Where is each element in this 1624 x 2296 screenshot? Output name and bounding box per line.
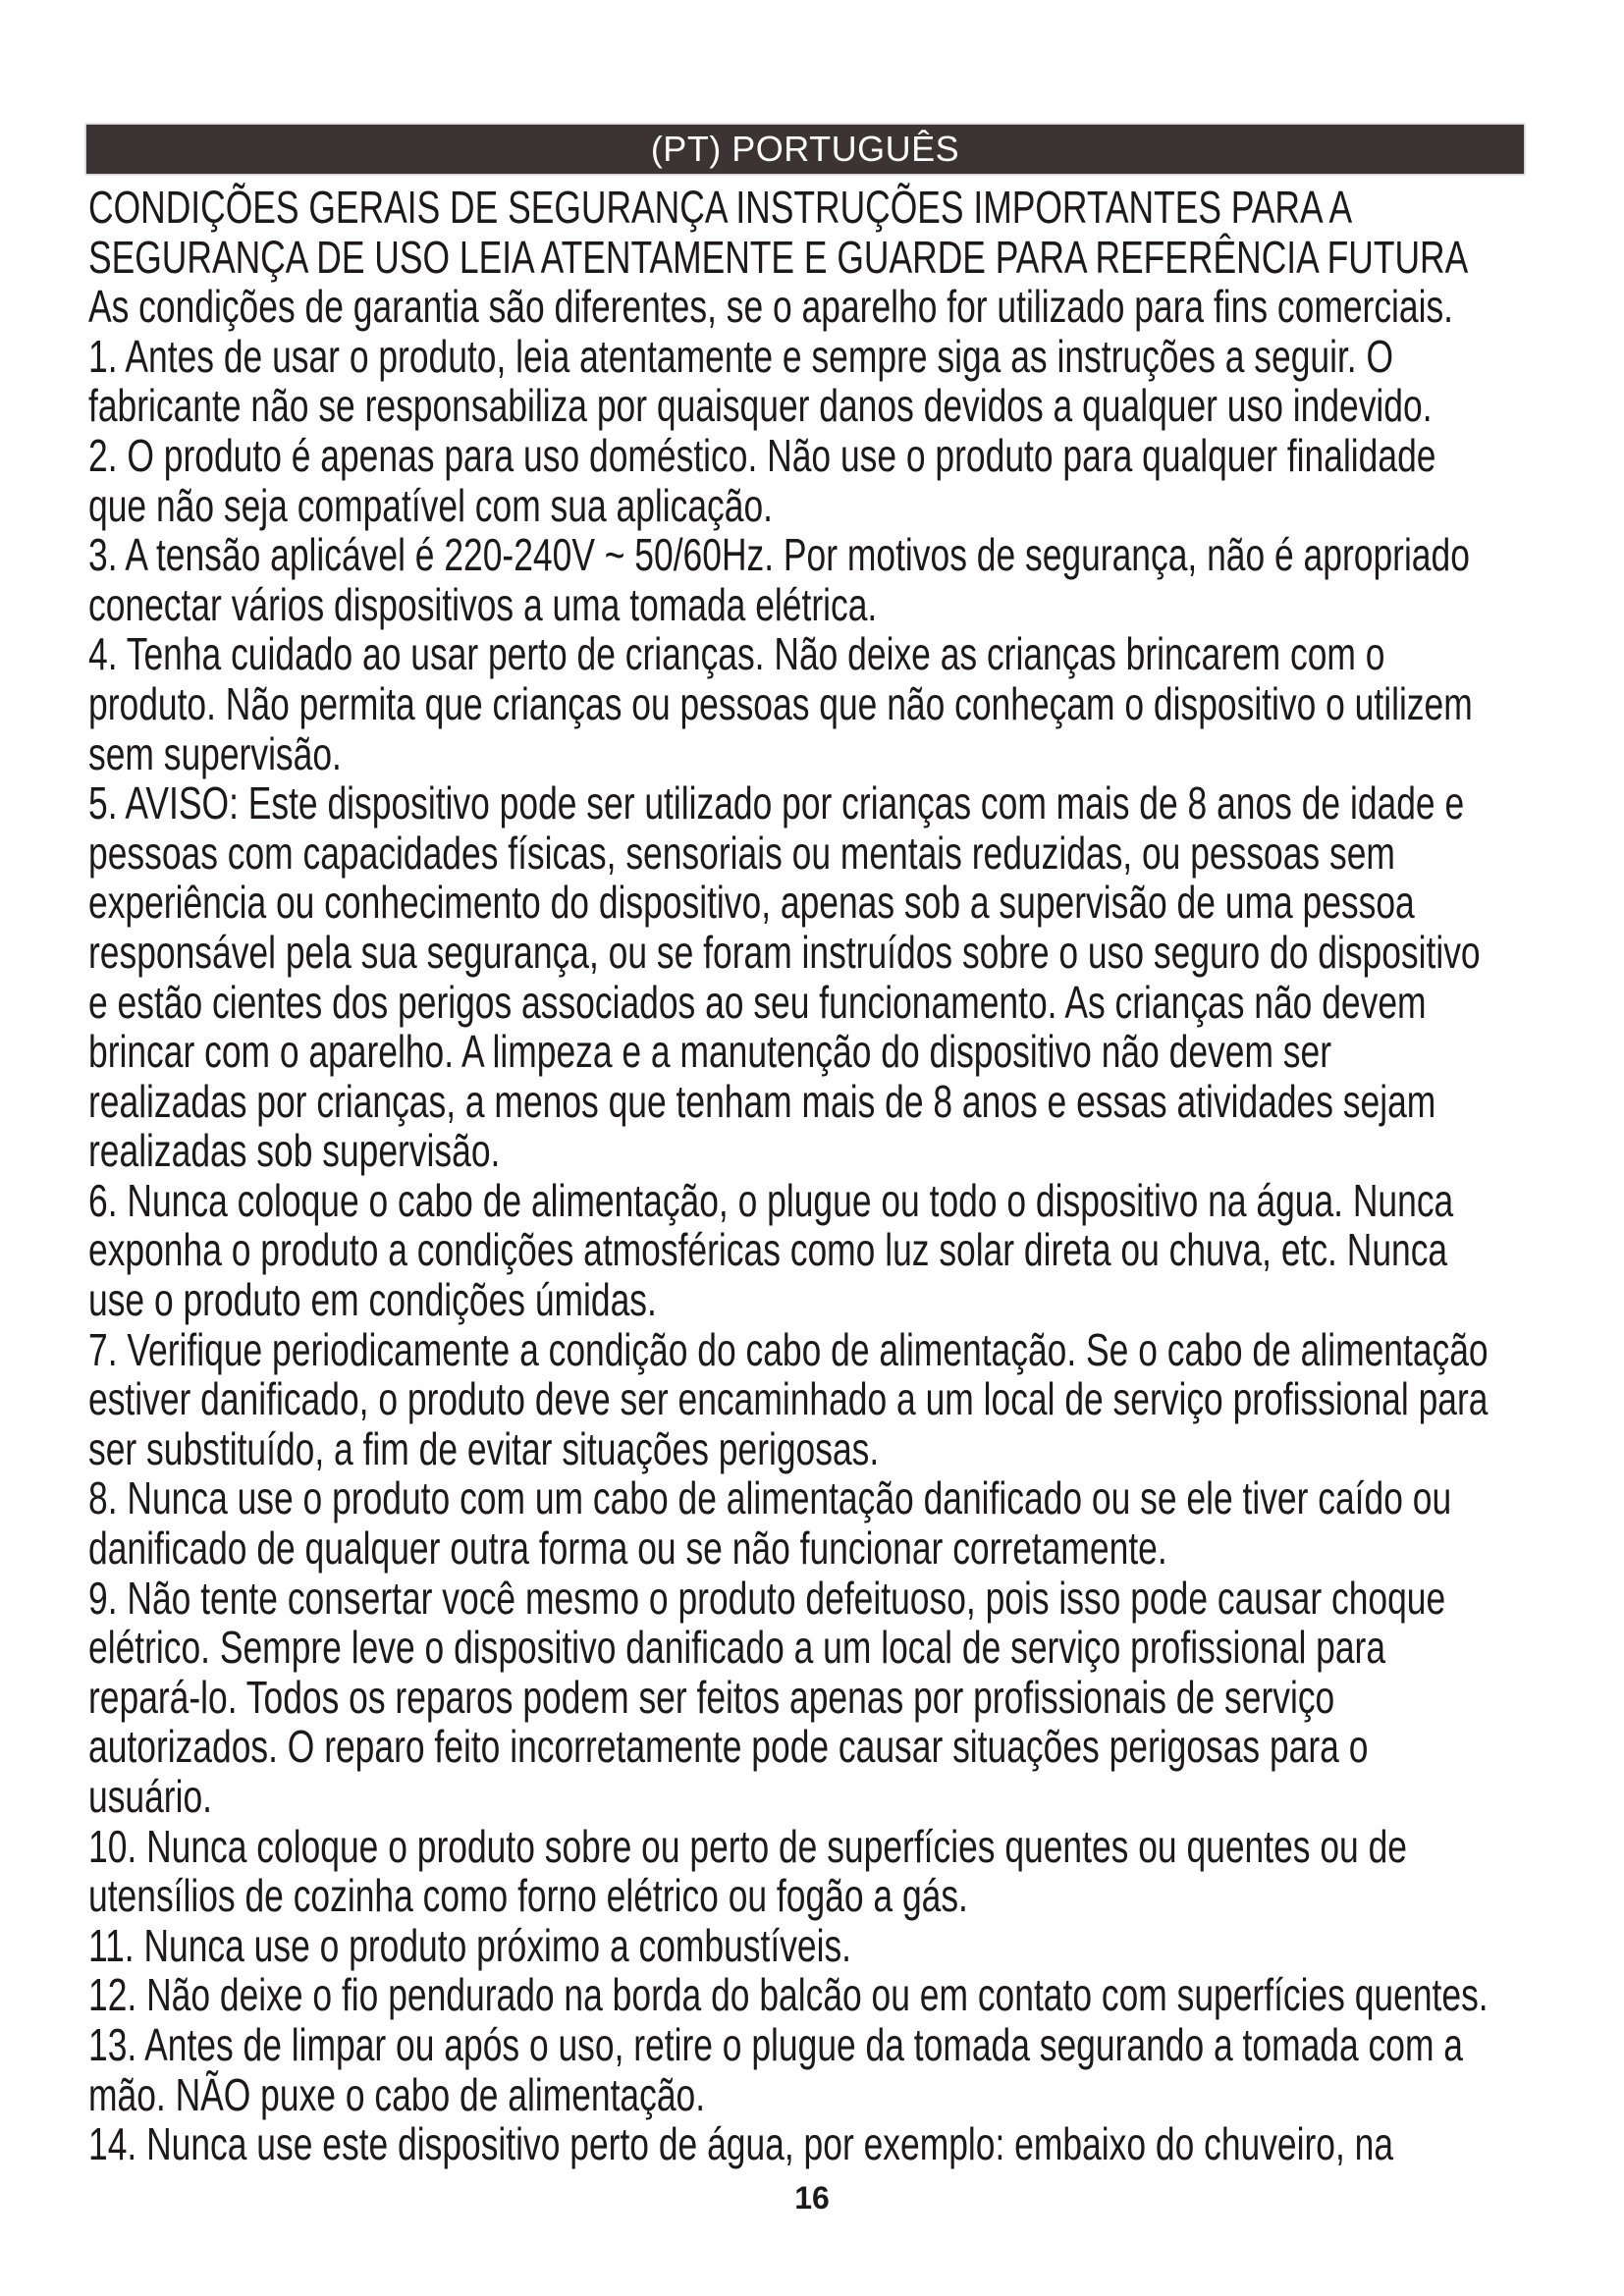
body-line: 5. AVISO: Este dispositivo pode ser utilizado por crianças com mais de 8 anos de idade e	[88, 777, 1465, 829]
body-line: mão. NÃO puxe o cabo de alimentação.	[88, 2068, 706, 2120]
body-line: conectar vários dispositivos a uma tomada elétrica.	[88, 578, 878, 630]
body-line: 6. Nunca coloque o cabo de alimentação, o plugue ou todo o dispositivo na água. Nunca	[88, 1174, 1454, 1226]
body-line: 11. Nunca use o produto próximo a combustíveis.	[88, 1919, 852, 1971]
body-line: pessoas com capacidades físicas, sensoriais ou mentais reduzidas, ou pessoas sem	[88, 827, 1395, 879]
language-banner-label: (PT) PORTUGUÊS	[650, 129, 960, 169]
body-line: fabricante não se responsabiliza por quaisquer danos devidos a qualquer uso indevido.	[88, 380, 1433, 432]
body-line: 12. Não deixe o fio pendurado na borda do balcão ou em contato com superfícies quentes.	[88, 1969, 1489, 2021]
body-line: responsável pela sua segurança, ou se foram instruídos sobre o uso seguro do dispositivo	[88, 926, 1481, 978]
body-line: realizadas por crianças, a menos que tenham mais de 8 anos e essas atividades sejam	[88, 1075, 1436, 1127]
body-line: elétrico. Sempre leve o dispositivo danificado a um local de serviço profissional para	[88, 1622, 1386, 1674]
body-line: brincar com o aparelho. A limpeza e a manutenção do dispositivo não devem ser	[88, 1026, 1332, 1078]
body-line: ser substituído, a fim de evitar situações perigosas.	[88, 1422, 880, 1474]
body-line: 13. Antes de limpar ou após o uso, retire o plugue da tomada segurando a tomada com a	[88, 2018, 1463, 2070]
body-line: 9. Não tente consertar você mesmo o produto defeituoso, pois isso pode causar choque	[88, 1572, 1446, 1624]
body-line: 8. Nunca use o produto com um cabo de alimentação danificado ou se ele tiver caído ou	[88, 1472, 1452, 1524]
body-line: exponha o produto a condições atmosféricas como luz solar direta ou chuva, etc. Nunca	[88, 1224, 1448, 1276]
page-number: 16	[794, 2180, 830, 2216]
body-line: e estão cientes dos perigos associados ao seu funcionamento. As crianças não devem	[88, 976, 1427, 1028]
body-line: sem supervisão.	[88, 727, 342, 779]
body-line: que não seja compatível com sua aplicação.	[88, 479, 774, 531]
body-line: utensílios de cozinha como forno elétrico ou fogão a gás.	[88, 1870, 968, 1922]
body-text	[88, 183, 1533, 2169]
body-line: 10. Nunca coloque o produto sobre ou perto de superfícies quentes ou quentes ou de	[88, 1820, 1407, 1872]
body-line: 4. Tenha cuidado ao usar perto de crianças. Não deixe as crianças brincarem com o	[88, 628, 1385, 680]
body-line: experiência ou conhecimento do dispositivo, apenas sob a supervisão de uma pessoa	[88, 877, 1415, 929]
body-line: 14. Nunca use este dispositivo perto de água, por exemplo: embaixo do chuveiro, na	[88, 2118, 1394, 2170]
body-line: As condições de garantia são diferentes, se o aparelho for utilizado para fins comerciais.	[88, 281, 1454, 333]
body-line: danificado de qualquer outra forma ou se não funcionar corretamente.	[88, 1522, 1167, 1575]
body-line: 1. Antes de usar o produto, leia atentamente e sempre siga as instruções a seguir. O	[88, 330, 1394, 382]
language-banner	[86, 125, 1524, 174]
body-line: 7. Verifique periodicamente a condição do cabo de alimentação. Se o cabo de alimentação	[88, 1323, 1489, 1375]
body-line: autorizados. O reparo feito incorretamente pode causar situações perigosas para o	[88, 1721, 1369, 1773]
body-line: estiver danificado, o produto deve ser encaminhado a um local de serviço profissional para	[88, 1373, 1489, 1425]
body-line: SEGURANÇA DE USO LEIA ATENTAMENTE E GUARDE PARA REFERÊNCIA FUTURA	[88, 231, 1469, 283]
body-line: produto. Não permita que crianças ou pessoas que não conheçam o dispositivo o utilizem	[88, 677, 1473, 729]
body-line: realizadas sob supervisão.	[88, 1125, 501, 1177]
body-line: 2. O produto é apenas para uso doméstico. Não use o produto para qualquer finalidade	[88, 429, 1436, 481]
body-line: 3. A tensão aplicável é 220-240V ~ 50/60Hz. Por motivos de segurança, não é apropriado	[88, 529, 1470, 581]
body-line: repará-lo. Todos os reparos podem ser feitos apenas por profissionais de serviço	[88, 1671, 1335, 1723]
body-line: use o produto em condições úmidas.	[88, 1274, 657, 1326]
body-line: usuário.	[88, 1771, 213, 1822]
body-line: CONDIÇÕES GERAIS DE SEGURANÇA INSTRUÇÕES IMPORTANTES PARA A	[88, 182, 1353, 233]
